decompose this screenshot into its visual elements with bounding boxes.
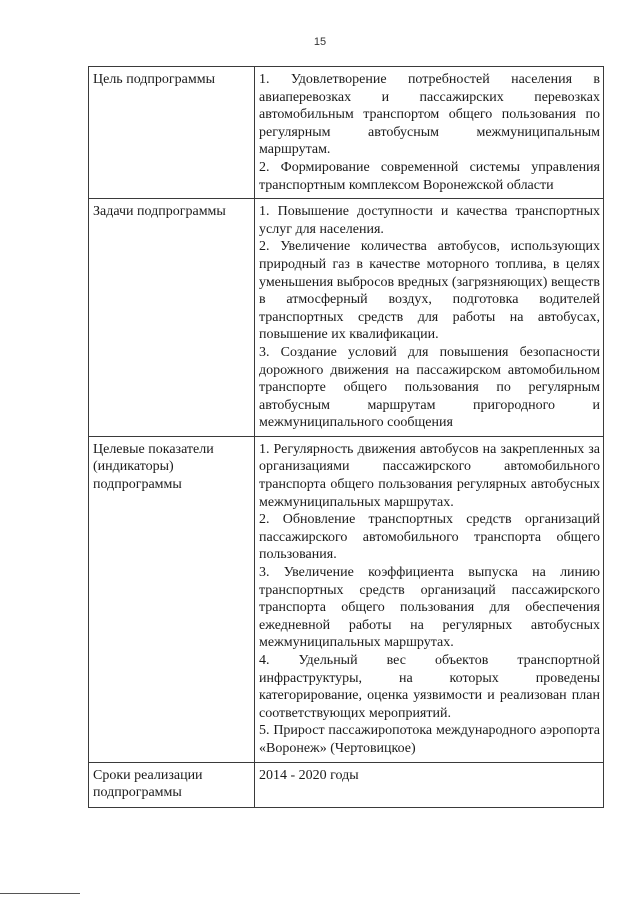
row-content <box>255 436 604 762</box>
list-item: 2. Формирование современной системы управления транспортным комплексом Воронежской области <box>259 159 600 193</box>
subprogram-passport-table <box>88 66 604 808</box>
row-label: Сроки реализации подпрограммы <box>89 762 255 807</box>
row-content <box>255 762 604 807</box>
list-item: 3. Увеличение коэффициента выпуска на линию транспортных средств организаций пассажирского транспорта общего пользования для обеспечения ежедневной работы на регулярных автобусных межмуниципальных маршрутах. <box>259 565 600 651</box>
list-item: 2. Увеличение количества автобусов, использующих природный газ в качестве моторного топлива, в целях уменьшения выбросов вредных (загрязняющих) веществ в атмосферный воздух, подготовка водителей транспортных средств для работы на автобусах, повышение их квалификации. <box>259 239 600 343</box>
page-number: 15 <box>313 36 327 48</box>
footnote-divider <box>0 893 80 894</box>
list-item: 4. Удельный вес объектов транспортной инфраструктуры, на которых проведены категорирование, оценка уязвимости и реализован план соответствующих мероприятий. <box>259 653 600 721</box>
row-content <box>255 199 604 437</box>
list-item: 1. Удовлетворение потребностей населения в авиаперевозках и пассажирских перевозках автомобильным транспортом общего пользования по регулярным автобусным межмуниципальным маршрутам. <box>259 72 600 158</box>
row-label: Цель подпрограммы <box>89 67 255 199</box>
list-item: 3. Создание условий для повышения безопасности дорожного движения на пассажирском автомобильном транспорте общего пользования по регулярным автобусным маршрутам пригородного и межмуниципального сообщения <box>259 344 600 431</box>
table-row-timeline <box>89 762 604 807</box>
list-item: 1. Регулярность движения автобусов на закрепленных за организациями пассажирского автомобильного транспорта общего пользования регулярных автобусных межмуниципальных маршрутах. <box>259 441 600 510</box>
row-label: Целевые показатели (индикаторы) подпрограммы <box>89 436 255 762</box>
row-label: Задачи подпрограммы <box>89 199 255 437</box>
table-row-indicators <box>89 436 604 762</box>
list-item: 2014 - 2020 годы <box>259 767 359 783</box>
list-item: 5. Прирост пассажиропотока международного аэропорта «Воронеж» (Чертовицкое) <box>259 723 600 756</box>
list-item: 1. Повышение доступности и качества транспортных услуг для населения. <box>259 204 600 237</box>
table-row-tasks <box>89 199 604 437</box>
list-item: 2. Обновление транспортных средств организаций пассажирского автомобильного транспорта общего пользования. <box>259 512 600 563</box>
row-content <box>255 67 604 199</box>
table-row-goal <box>89 67 604 199</box>
